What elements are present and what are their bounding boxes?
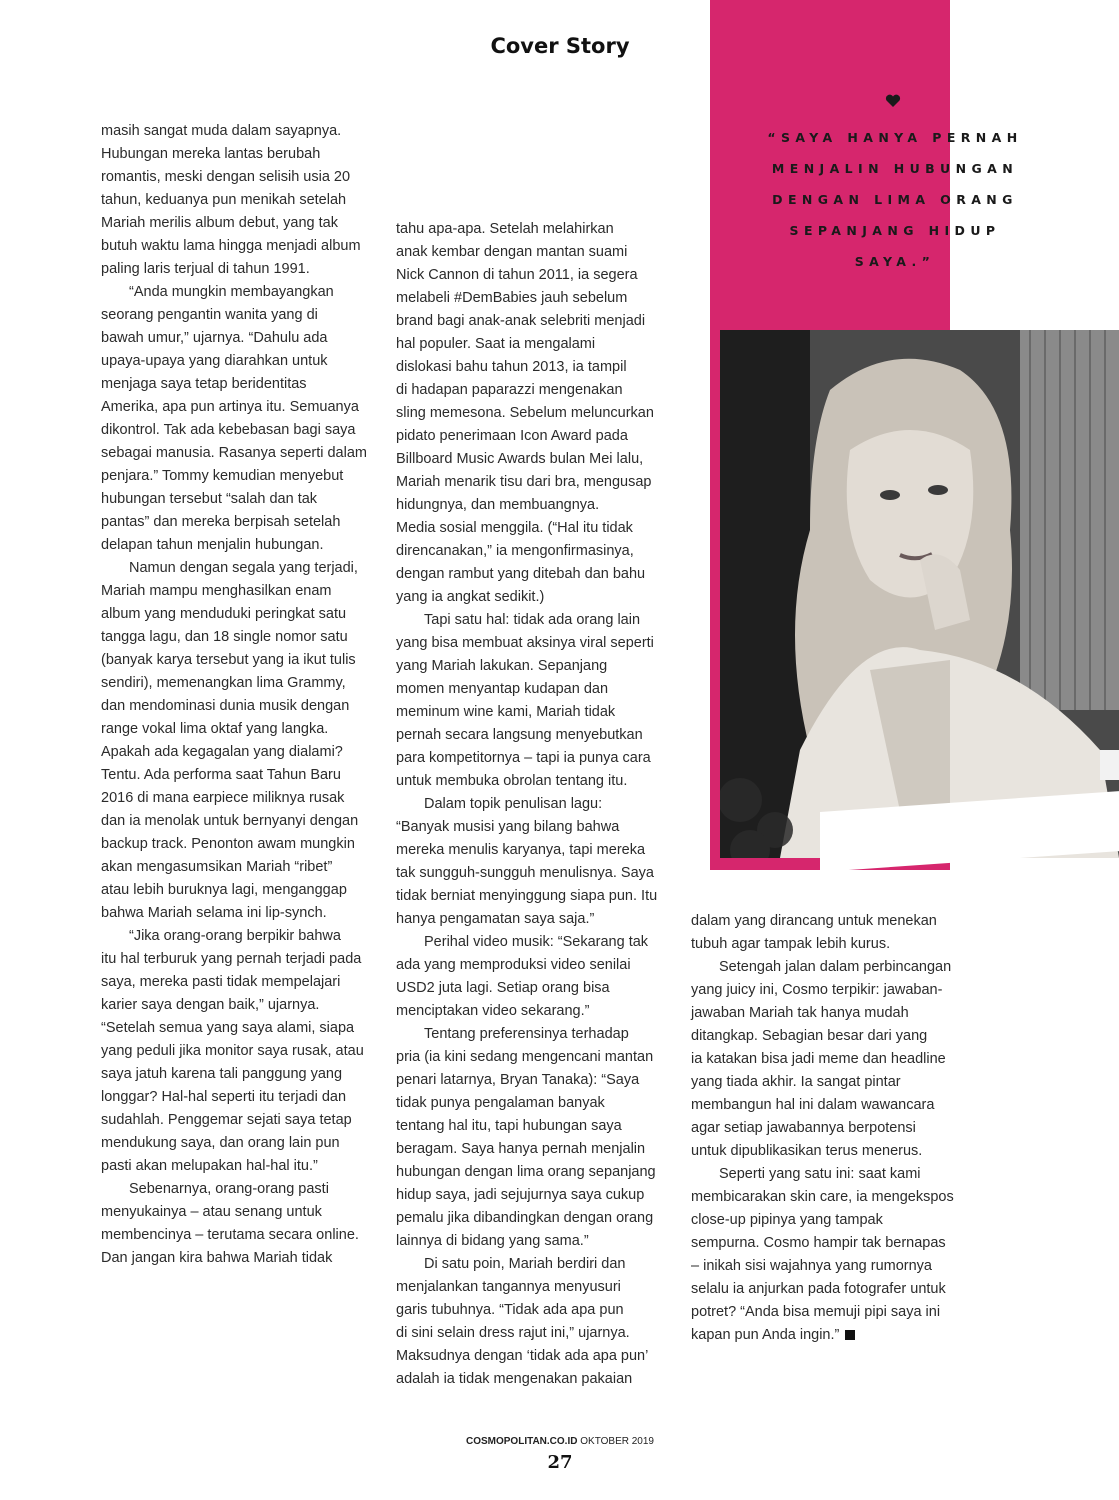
article-line: sempurna. Cosmo hampir tak bernapas (691, 1235, 946, 1251)
article-line: close-up pipinya yang tampak (691, 1212, 883, 1228)
article-line: Amerika, apa pun artinya itu. Semuanya (101, 399, 359, 415)
article-line: saya jatuh karena tali panggung yang (101, 1066, 343, 1082)
article-line: penjara.” Tommy kemudian menyebut (101, 468, 344, 484)
article-line: USD2 juta lagi. Setiap orang bisa (396, 980, 610, 996)
article-line: Mariah menarik tisu dari bra, mengusap (396, 474, 652, 490)
article-line: hanya pengamatan saya saja.” (396, 911, 595, 927)
article-line: hubungan tersebut “salah dan tak (101, 491, 318, 507)
article-line: dalam yang dirancang untuk menekan (691, 913, 937, 929)
article-line: Dalam topik penulisan lagu: (424, 796, 603, 812)
article-line: Namun dengan segala yang terjadi, (129, 560, 358, 576)
article-line: di hadapan paparazzi mengenakan (396, 382, 623, 398)
article-line: tangga lagu, dan 18 single nomor satu (101, 629, 348, 645)
article-line: direncanakan,” ia mengonfirmasinya, (396, 543, 634, 559)
article-line: Maksudnya dengan ‘tidak ada apa pun’ (396, 1348, 649, 1364)
article-line: Mariah mampu menghasilkan enam (101, 583, 332, 599)
article-line: Sebenarnya, orang-orang pasti (129, 1181, 329, 1197)
article-line: “Banyak musisi yang bilang bahwa (396, 819, 620, 835)
section-title: Cover Story (490, 34, 630, 58)
article-line: beragam. Saya hanya pernah menjalin (396, 1141, 646, 1157)
article-line: untuk membuka obrolan tentang itu. (396, 773, 628, 789)
article-line: “Anda mungkin membayangkan (129, 284, 334, 300)
article-line: potret? “Anda bisa memuji pipi saya ini (691, 1304, 941, 1320)
article-line: Mariah merilis album debut, yang tak (101, 215, 338, 231)
article-line: delapan tahun menjalin hubungan. (101, 537, 324, 553)
article-line: mereka menulis karyanya, tapi mereka (396, 842, 646, 858)
article-line: tak sungguh-sungguh menulisnya. Saya (396, 865, 654, 881)
article-line: bahwa Mariah selama ini lip-synch. (101, 905, 327, 921)
article-line: membangun hal ini dalam wawancara (691, 1097, 935, 1113)
article-column-2 (396, 218, 681, 1391)
article-line: jawaban Mariah tak hanya mudah (691, 1005, 909, 1021)
article-line: butuh waktu lama hingga menjadi album (101, 238, 361, 254)
article-line: lainnya di bidang yang sama.” (396, 1233, 589, 1249)
article-line: melabeli #DemBabies jauh sebelum (396, 290, 628, 306)
article-line: tahun, keduanya pun menikah setelah (101, 192, 347, 208)
article-line: akan mengasumsikan Mariah “ribet” (101, 859, 333, 875)
article-line: hubungan dengan lima orang sepanjang (396, 1164, 656, 1180)
article-column-3 (691, 910, 976, 1347)
article-line: yang peduli jika monitor saya rusak, atau (101, 1043, 364, 1059)
article-line: pidato penerimaan Icon Award pada (396, 428, 628, 444)
article-line: “Setelah semua yang saya alami, siapa (101, 1020, 355, 1036)
article-line: Perihal video musik: “Sekarang tak (424, 934, 649, 950)
article-line: pemalu jika dibandingkan dengan orang (396, 1210, 654, 1226)
end-mark-icon (845, 1330, 855, 1340)
footer-site (440, 1436, 680, 1447)
cover-photo (720, 330, 1119, 858)
heart-icon (885, 94, 901, 108)
pull-quote-line: SAYA.” (854, 254, 936, 269)
article-line: sebagai manusia. Rasanya seperti dalam (101, 445, 367, 461)
article-line: Seperti yang satu ini: saat kami (719, 1166, 921, 1182)
pull-quote-line: “SAYA HANYA PERNAH (767, 130, 1023, 145)
article-line: yang tiada akhir. Ia sangat pintar (691, 1074, 901, 1090)
article-line: itu hal terburuk yang pernah terjadi pada (101, 951, 362, 967)
article-line: atau lebih buruknya lagi, menganggap (101, 882, 347, 898)
article-line: meminum wine kami, Mariah tidak (396, 704, 616, 720)
article-line: brand bagi anak-anak selebriti menjadi (396, 313, 646, 329)
article-line: dislokasi bahu tahun 2013, ia tampil (396, 359, 627, 375)
article-line: longgar? Hal-hal seperti itu terjadi dan (101, 1089, 347, 1105)
article-line: dan mendominasi dunia musik dengan (101, 698, 350, 714)
article-line: “Jika orang-orang berpikir bahwa (129, 928, 341, 944)
article-line: Tentu. Ada performa saat Tahun Baru (101, 767, 341, 783)
article-line: menjalankan tangannya menyusuri (396, 1279, 621, 1295)
article-line: tahu apa-apa. Setelah melahirkan (396, 221, 614, 237)
article-line: garis tubuhnya. “Tidak ada apa pun (396, 1302, 624, 1318)
article-line: bawah umur,” ujarnya. “Dahulu ada (101, 330, 328, 346)
article-line: ia katakan bisa jadi meme dan headline (691, 1051, 946, 1067)
article-line: Dan jangan kira bahwa Mariah tidak (101, 1250, 333, 1266)
article-line: anak kembar dengan mantan suami (396, 244, 628, 260)
article-line: Di satu poin, Mariah berdiri dan (424, 1256, 626, 1272)
article-line: romantis, meski dengan selisih usia 20 (101, 169, 351, 185)
article-line: Hubungan mereka lantas berubah (101, 146, 321, 162)
article-line: membicarakan skin care, ia mengekspos (691, 1189, 954, 1205)
article-line: ditangkap. Sebagian besar dari yang (691, 1028, 928, 1044)
article-line: yang juicy ini, Cosmo terpikir: jawaban- (691, 982, 943, 998)
article-line: sudahlah. Penggemar sejati saya tetap (101, 1112, 352, 1128)
article-line: sendiri), memenangkan lima Grammy, (101, 675, 346, 691)
article-line: menjaga saya tetap beridentitas (101, 376, 307, 392)
article-line: upaya-upaya yang diarahkan untuk (101, 353, 328, 369)
article-line: tentang hal itu, tapi hubungan saya (396, 1118, 622, 1134)
article-line: karier saya dengan baik,” ujarnya. (101, 997, 320, 1013)
article-line: saya, mereka pasti tidak mempelajari (101, 974, 341, 990)
article-line: dikontrol. Tak ada kebebasan bagi saya (101, 422, 356, 438)
article-line: menciptakan video sekarang.” (396, 1003, 590, 1019)
article-line: tidak berniat menyinggung siapa pun. Itu (396, 888, 658, 904)
article-line: menyukainya – atau senang untuk (101, 1204, 322, 1220)
article-line: Setengah jalan dalam perbincangan (719, 959, 952, 975)
article-line: tidak punya pengalaman banyak (396, 1095, 605, 1111)
article-line: Tapi satu hal: tidak ada orang lain (424, 612, 641, 628)
article-line: penari latarnya, Bryan Tanaka): “Saya (396, 1072, 640, 1088)
article-line: yang bisa membuat aksinya viral seperti (396, 635, 654, 651)
article-line: seorang pengantin wanita yang di (101, 307, 318, 323)
article-line: 2016 di mana earpiece miliknya rusak (101, 790, 345, 806)
article-column-1 (101, 120, 386, 1270)
pull-quote-line: MENJALIN HUBUNGAN (771, 161, 1019, 176)
article-line: adalah ia tidak mengenakan pakaian (396, 1371, 633, 1387)
article-line: dengan rambut yang ditebah dan bahu (396, 566, 646, 582)
page-number: 27 (547, 1452, 573, 1473)
article-line: Nick Cannon di tahun 2011, ia segera (396, 267, 638, 283)
article-line: yang ia angkat sedikit.) (396, 589, 545, 605)
issue-date: OKTOBER 2019 (580, 1436, 654, 1447)
article-line: hidungnya, dan membuangnya. (396, 497, 600, 513)
article-line: range vokal lima oktaf yang langka. (101, 721, 329, 737)
article-line: – inikah sisi wajahnya yang rumornya (691, 1258, 932, 1274)
article-line: hidup saya, jadi sejujurnya saya cukup (396, 1187, 645, 1203)
article-line: pasti akan melupakan hal-hal itu.” (101, 1158, 318, 1174)
article-line: dan ia menolak untuk bernyanyi dengan (101, 813, 359, 829)
article-line: Billboard Music Awards bulan Mei lalu, (396, 451, 644, 467)
article-line: sling memesona. Sebelum meluncurkan (396, 405, 654, 421)
article-line: backup track. Penonton awam mungkin (101, 836, 355, 852)
article-line: (banyak karya tersebut yang ia ikut tulis (101, 652, 356, 668)
site-name: COSMOPOLITAN.CO.ID (465, 1436, 578, 1447)
article-line: pernah secara langsung menyebutkan (396, 727, 643, 743)
article-line: selalu ia anjurkan pada fotografer untuk (691, 1281, 946, 1297)
pull-quote (760, 122, 1030, 277)
pull-quote-line: DENGAN LIMA ORANG (772, 192, 1018, 207)
article-line: di sini selain dress rajut ini,” ujarnya. (396, 1325, 630, 1341)
article-line: album yang menduduki peringkat satu (101, 606, 347, 622)
article-line: ada yang memproduksi video senilai (396, 957, 631, 973)
article-line: Tentang preferensinya terhadap (424, 1026, 629, 1042)
article-line: momen menyantap kudapan dan (396, 681, 609, 697)
pull-quote-line: SEPANJANG HIDUP (789, 223, 1001, 238)
article-line: mendukung saya, dan orang lain pun (101, 1135, 340, 1151)
article-line: tubuh agar tampak lebih kurus. (691, 936, 891, 952)
article-line: masih sangat muda dalam sayapnya. (101, 123, 342, 139)
article-line: agar setiap jawabannya berpotensi (691, 1120, 916, 1136)
article-line: pantas” dan mereka berpisah setelah (101, 514, 341, 530)
article-line: Media sosial menggila. (“Hal itu tidak (396, 520, 633, 536)
article-line: paling laris terjual di tahun 1991. (101, 261, 310, 277)
cover-photo-illustration (720, 330, 1119, 858)
article-line: pria (ia kini sedang mengencani mantan (396, 1049, 654, 1065)
article-line: hal populer. Saat ia mengalami (396, 336, 596, 352)
article-line: yang Mariah lakukan. Sepanjang (396, 658, 608, 674)
article-line: membencinya – terutama secara online. (101, 1227, 359, 1243)
article-line: para kompetitornya – tapi ia punya cara (396, 750, 651, 766)
article-line: kapan pun Anda ingin.” (691, 1327, 840, 1343)
article-line: Apakah ada kegagalan yang dialami? (101, 744, 343, 760)
article-line: untuk dipublikasikan terus menerus. (691, 1143, 923, 1159)
